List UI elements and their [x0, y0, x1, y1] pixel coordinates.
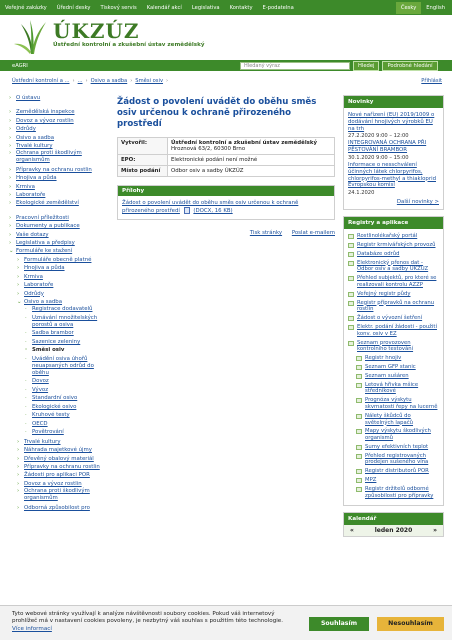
info-value: Odbor osiv a sadby ÚKZÚZ [168, 166, 335, 177]
calendar-month-label: leden 2020 [374, 527, 413, 535]
calendar-prev-button[interactable]: « [350, 527, 354, 535]
print-page-link[interactable]: Tisk stránky [249, 230, 283, 236]
info-key: Vytvořil: [118, 138, 168, 155]
register-link[interactable]: Sumy efektivních teplot [365, 443, 429, 450]
search-bar [0, 60, 452, 71]
register-link[interactable]: Nálety škůdců do světelných lapačů [365, 412, 414, 426]
nav-item-formulare[interactable]: ⌄ Formuláře ke stažení [8, 247, 108, 255]
register-icon [348, 301, 354, 306]
register-icon [356, 469, 362, 474]
topbar-link-kalendar-akci[interactable]: Kalendář akcí [146, 4, 182, 11]
nav-sub2-registrace[interactable]: · Registrace dodavatelů [8, 306, 108, 313]
register-icon [348, 292, 354, 297]
nav-sub-pripravky[interactable]: › Přípravky na ochranu rostlin [8, 463, 108, 471]
advanced-search-button[interactable]: Podrobné hledání [382, 61, 437, 71]
info-table [117, 137, 335, 177]
search-button[interactable]: Hledej [353, 61, 379, 71]
register-link[interactable]: Registr držitelů odborné způsobilosti pro přípravky [365, 485, 434, 499]
attachments-body [118, 196, 334, 219]
attachment-doc-info[interactable]: (DOCX, 16 KB) [193, 208, 233, 214]
register-item[interactable] [348, 315, 439, 322]
table-row [118, 138, 335, 155]
nav-sub2-oecd[interactable]: · OECD [8, 421, 108, 428]
calendar-next-button[interactable]: » [433, 527, 437, 535]
right-sidebar [343, 95, 444, 543]
register-link[interactable]: Registr distributorů POR [365, 468, 429, 475]
chevron-right-icon: › [130, 78, 133, 84]
register-icon [348, 243, 354, 248]
register-subitem[interactable] [348, 355, 439, 362]
nav-sub-nahrada[interactable]: › Náhrada majetkové újmy [8, 446, 108, 454]
register-link[interactable]: MPZ [365, 477, 377, 484]
cookie-banner [0, 605, 452, 640]
register-link[interactable]: Seznam provozoven kontrolního testování [357, 339, 414, 353]
chevron-right-icon: › [85, 78, 88, 84]
nav-sub2-sadba-brambor[interactable]: · Sadba brambor [8, 330, 108, 337]
info-value-address: Hroznová 63/2, 60300 Brno [171, 146, 246, 152]
register-icon [356, 365, 362, 370]
register-item[interactable] [348, 324, 439, 338]
topbar-link-verejne-zakazky[interactable]: Veřejné zakázky [5, 4, 47, 11]
register-link[interactable]: Registr krmivářských provozů [357, 241, 436, 248]
register-icon [348, 316, 354, 321]
send-email-link[interactable]: Poslat e-mailem [291, 230, 335, 236]
register-icon [348, 276, 354, 281]
breadcrumb [12, 78, 171, 84]
registers-box [343, 216, 444, 506]
nav-sub-odrudy[interactable]: › Odrůdy [8, 290, 108, 298]
nav-item-krmiva[interactable]: › Krmiva [8, 183, 108, 191]
register-item[interactable] [348, 251, 439, 258]
register-subitem[interactable] [348, 444, 439, 451]
cookie-more-info-link[interactable]: Více informací [12, 625, 52, 632]
nav-sub-dreveny-obal[interactable]: › Dřevěný obalový materiál [8, 455, 108, 463]
news-body [344, 108, 443, 209]
nav-sub2-uznavani[interactable]: · Uznávání množitelských porostů a osiva [8, 315, 108, 329]
left-navigation [8, 94, 108, 512]
news-box [343, 95, 444, 210]
leaf-logo-icon[interactable] [13, 18, 49, 56]
register-link[interactable]: Přehled registrovaných prodejen sušeného vína [365, 452, 429, 466]
attachment-link[interactable]: Žádost o povolení uvádět do oběhu směs osiv určenou k ochraně přirozeného prostředí [122, 200, 299, 214]
chevron-right-icon: › [72, 78, 75, 84]
register-subitem[interactable] [348, 373, 439, 380]
nav-sub-hnojiva[interactable]: › Hnojiva a půda [8, 264, 108, 272]
register-link[interactable]: Elektronický přenos dat - Odbor osiv a sadby ÚKZÚZ [357, 259, 429, 273]
page-actions [117, 230, 335, 236]
page-title: Žádost o povolení uvádět do oběhu směs osiv určenou k ochraně přirozeného prostředí [117, 97, 317, 129]
register-icon [356, 383, 362, 388]
lang-en-button[interactable]: English [426, 4, 445, 11]
register-item[interactable] [348, 275, 439, 289]
nav-item-ekologicke-zemedelstvi[interactable]: › Ekologické zemědělství [8, 199, 108, 207]
register-icon [356, 429, 362, 434]
info-value-main: Ústřední kontrolní a zkušební ústav zemědělský [171, 140, 317, 146]
language-switcher [396, 0, 452, 15]
nav-item-trvale-kultury[interactable]: › Trvalé kultury [8, 142, 108, 150]
more-news-link[interactable]: Další novinky > [396, 199, 439, 206]
info-value [168, 138, 335, 155]
register-link[interactable]: Veřejný registr půdy [357, 290, 411, 297]
register-icon [356, 414, 362, 419]
nav-sub-zadosti-por[interactable]: › Žádosti pro aplikaci POR [8, 471, 108, 479]
cookie-text [12, 611, 287, 633]
register-link[interactable]: Rostlinolékařský portál [357, 233, 418, 240]
register-subitem[interactable] [348, 397, 439, 411]
register-subitem[interactable] [348, 428, 439, 442]
nav-item-dovoz-vyvoz[interactable]: › Dovoz a vývoz rostlin [8, 117, 108, 125]
news-item-title[interactable]: INTEGROVANÁ OCHRANA PŘI PĚSTOVÁNÍ BRAMBOR [348, 140, 427, 154]
register-icon [356, 478, 362, 483]
logo-subtitle: Ústřední kontrolní a zkušební ústav zemědělský [53, 42, 205, 48]
nav-item-o-ustavu[interactable]: › O ústavu [8, 94, 108, 102]
cookie-disagree-button[interactable]: Nesouhlasím [377, 617, 444, 631]
topbar-link-legislativa[interactable]: Legislativa [191, 4, 220, 11]
register-icon [356, 356, 362, 361]
register-link[interactable]: Elektr. podání žádosti - použití konv. osiv v EZ [357, 323, 437, 337]
register-icon [356, 374, 362, 379]
register-icon [348, 341, 354, 346]
register-item[interactable] [348, 300, 439, 314]
register-subitem[interactable] [348, 413, 439, 427]
register-subitem[interactable] [348, 468, 439, 475]
calendar-month-nav [344, 525, 443, 536]
nav-item-pripravky[interactable]: › Přípravky na ochranu rostlin [8, 166, 108, 174]
register-subitem[interactable] [348, 453, 439, 467]
nav-sub-krmiva[interactable]: › Krmiva [8, 273, 108, 281]
nav-sub-trvale-kultury[interactable]: › Trvalé kultury [8, 438, 108, 446]
news-item-date: 27.2.2020 9:00 – 12:00 [348, 133, 409, 140]
nav-sub2-ekologicke[interactable]: · Ekologické osivo [8, 404, 108, 411]
table-row [118, 166, 335, 177]
cookie-message: Tyto webové stránky využívají k analýze návštěvnosti soubory cookies. Pokud váš internetový prohlížeč má v nastavení cookies povoleny, je nezbytný váš souhlas s použitím této technologie. [12, 611, 284, 625]
news-header: Novinky [344, 96, 443, 108]
search-input[interactable]: Hledaný výraz [240, 62, 350, 70]
eagri-link[interactable]: eAGRI [12, 62, 28, 69]
nav-item-vase-dotazy[interactable]: › Vaše dotazy [8, 231, 108, 239]
info-key: EPO: [118, 155, 168, 166]
register-link[interactable]: Přehled subjektů, pro které se realizovali kontrolu AZZP [357, 275, 437, 288]
lang-cz-button[interactable]: Česky [396, 2, 421, 14]
calendar-header: Kalendář [344, 513, 443, 525]
register-item[interactable] [348, 340, 439, 354]
attachments-box [117, 185, 335, 220]
table-row [118, 155, 335, 166]
register-item[interactable] [348, 242, 439, 249]
register-link[interactable]: Seznam sušáren [365, 372, 409, 379]
docx-file-icon [184, 207, 190, 214]
nav-item-dokumenty[interactable]: › Dokumenty a publikace [8, 222, 108, 230]
nav-sub-ochrana[interactable]: › Ochrana proti škodlivým organismům [8, 488, 108, 502]
registers-header: Registry a aplikace [344, 217, 443, 229]
nav-sub2-uvadeni[interactable]: · Uvádění osiva úhořů neuapsaných odrůd do oběhu [8, 356, 108, 377]
register-link[interactable]: Prognóza výskytu skvrnatosti řepy na lucerně [365, 397, 438, 410]
nav-item-zemedelska-inspekce[interactable]: › Zemědělská inspekce [8, 108, 108, 116]
top-bar [0, 0, 452, 15]
register-link[interactable]: Databáze odrůd [357, 250, 400, 257]
nav-sub-formulare-obecne[interactable]: › Formuláře obecně platné [8, 256, 108, 264]
registers-body [344, 229, 443, 505]
nav-sub2-dovoz[interactable]: · Dovoz [8, 378, 108, 385]
register-link[interactable]: Žádost o vývozní šetření [357, 315, 423, 322]
register-icon [356, 454, 362, 459]
nav-sub2-vyvoz[interactable]: · Vývoz [8, 387, 108, 394]
register-link[interactable]: Registr hnojiv [365, 355, 402, 362]
register-icon [356, 445, 362, 450]
register-link[interactable]: Letová hřivka mšice středníkové [365, 381, 419, 395]
info-value: Elektronické podání není možné [168, 155, 335, 166]
news-item-date: 24.1.2020 [348, 190, 375, 197]
breadcrumb-item-ellipsis[interactable]: ... [77, 78, 83, 84]
register-subitem[interactable] [348, 486, 439, 500]
nav-sub-dovoz-vyvoz[interactable]: › Dovoz a vývoz rostlin [8, 480, 108, 488]
nav-item-odrudy[interactable]: › Odrůdy [8, 125, 108, 133]
nav-sub2-standardni[interactable]: · Standardní osivo [8, 395, 108, 402]
topbar-link-uredni-desky[interactable]: Úřední desky [56, 4, 91, 11]
calendar-box [343, 512, 444, 537]
nav-item-hnojiva-a-puda[interactable]: › Hnojiva a půda [8, 174, 108, 182]
breadcrumb-item-home[interactable]: Ústřední kontrolní a ... [12, 78, 70, 84]
nav-item-osivo-a-sadba[interactable]: › Osivo a sadba [8, 134, 108, 142]
topbar-link-kontakty[interactable]: Kontakty [229, 4, 253, 11]
register-item[interactable] [348, 233, 439, 240]
chevron-right-icon: › [166, 78, 169, 84]
register-icon [348, 234, 354, 239]
nav-sub2-sazenice[interactable]: · Sazenice zeleniny [8, 339, 108, 346]
nav-sub2-smesi-osiv-current[interactable]: · Směsi osiv [8, 347, 108, 354]
topbar-link-tiskovy-servis[interactable]: Tiskový servis [100, 4, 137, 11]
register-link[interactable]: Mapy výskytu škodlivých organismů [365, 428, 431, 442]
nav-item-pracovni-prilezitosti[interactable]: › Pracovní příležitosti [8, 214, 108, 222]
register-item[interactable] [348, 260, 439, 274]
register-icon [348, 261, 354, 266]
breadcrumb-item-osivo-a-sadba[interactable]: Osivo a sadba [90, 78, 128, 84]
login-link[interactable]: Přihlásit [421, 78, 442, 84]
register-item[interactable] [348, 291, 439, 298]
main-content [117, 97, 335, 236]
register-icon [348, 325, 354, 330]
info-key: Místo podání [118, 166, 168, 177]
register-icon [356, 398, 362, 403]
news-item-title[interactable]: Informace o nesschválení účinných látek chlorpyrifos, chlorpyrifos-methyl a thiakloprid Evropskou komisí [348, 161, 436, 189]
news-item-date: 30.1.2020 9:00 – 15:00 [348, 154, 409, 161]
topbar-link-e-podatelna[interactable]: E-podatelna [262, 4, 294, 11]
news-item-title[interactable]: Nové nařízení (EU) 2019/1009 o dodávání hnojivých výrobků EU na trh [348, 112, 435, 132]
register-link[interactable]: Registr přípravků na ochranu rostlin [357, 299, 435, 313]
nav-sub-osivo-a-sadba[interactable]: ⌄ Osivo a sadba [8, 298, 108, 306]
register-link[interactable]: Seznam GFP stanic [365, 363, 416, 370]
nav-item-laboratore[interactable]: › Laboratoře [8, 191, 108, 199]
register-icon [356, 487, 362, 492]
nav-item-ochrana-proti-skodlivym[interactable]: › Ochrana proti škodlivým organismům [8, 150, 108, 164]
nav-sub-odborna[interactable]: › Odborná způsobilost pro [8, 504, 108, 512]
nav-sub2-povetrovani[interactable]: · Povětrování [8, 429, 108, 436]
register-subitem[interactable] [348, 477, 439, 484]
nav-sub-laboratore[interactable]: › Laboratoře [8, 281, 108, 289]
register-icon [348, 252, 354, 257]
register-subitem[interactable] [348, 364, 439, 371]
cookie-agree-button[interactable]: Souhlasím [309, 617, 369, 631]
register-subitem[interactable] [348, 382, 439, 396]
nav-sub2-kruhove-testy[interactable]: · Kruhové testy [8, 412, 108, 419]
attachments-header: Přílohy [118, 186, 334, 196]
nav-item-legislativa[interactable]: › Legislativa a předpisy [8, 239, 108, 247]
breadcrumb-item-smesi-osiv[interactable]: Směsi osiv [135, 78, 164, 84]
logo-title[interactable]: ÚKZÚZ [53, 19, 140, 43]
